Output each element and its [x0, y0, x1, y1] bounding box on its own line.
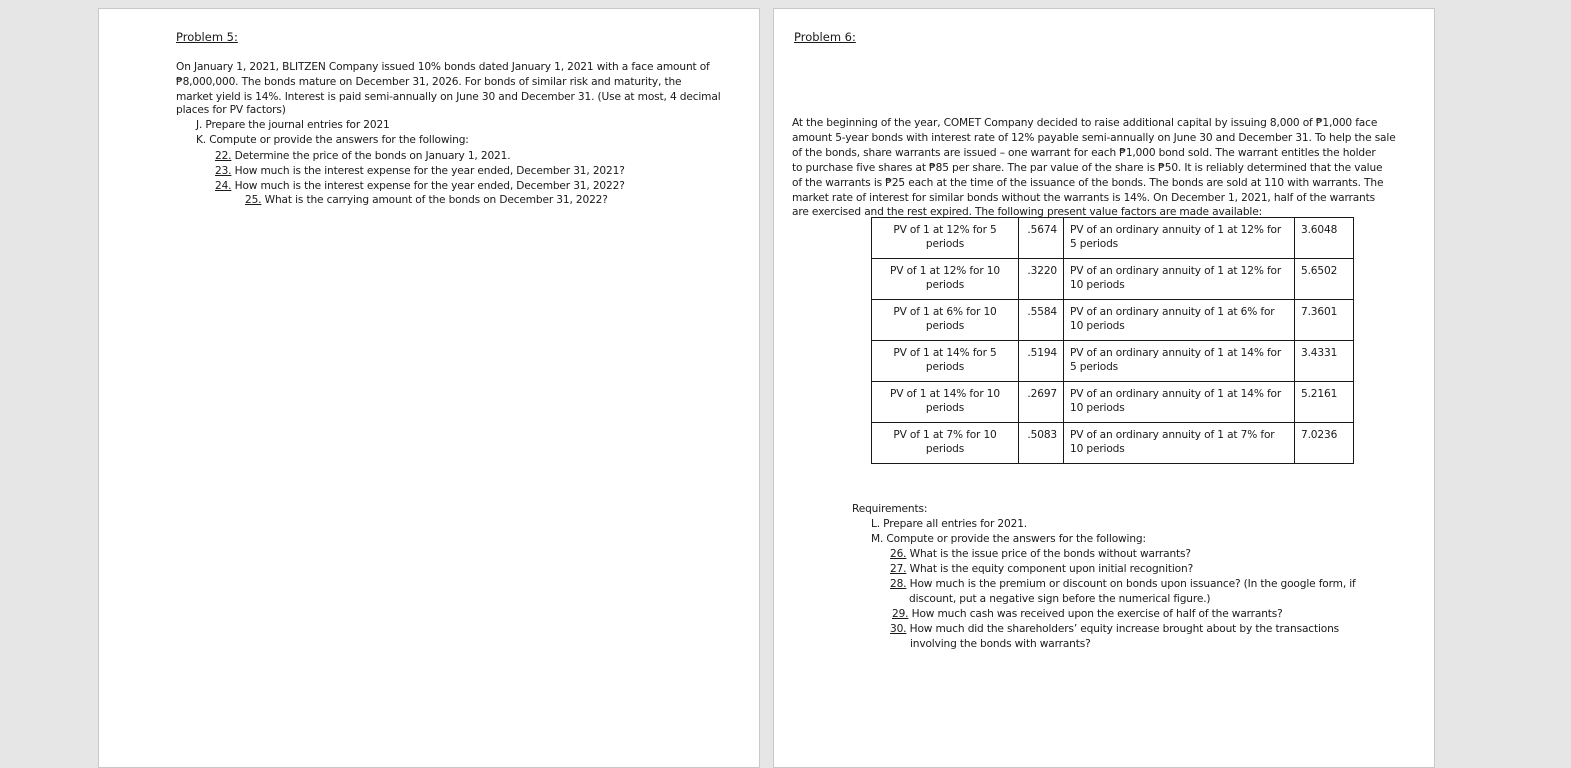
question-number: 29.	[892, 608, 909, 620]
table-cell: 7.3601	[1295, 300, 1354, 341]
table-cell: .2697	[1019, 382, 1064, 423]
problem6-question-30	[890, 622, 1339, 637]
table-cell: PV of an ordinary annuity of 1 at 7% for 10 periods	[1064, 423, 1295, 464]
question-number: 30.	[890, 623, 907, 635]
problem5-question-24	[215, 179, 625, 194]
table-cell: 7.0236	[1295, 423, 1354, 464]
problem5-requirement-j: J. Prepare the journal entries for 2021	[196, 119, 390, 131]
question-number: 25.	[245, 194, 262, 206]
problem5-heading: Problem 5:	[176, 30, 238, 44]
table-cell: 5.6502	[1295, 259, 1354, 300]
question-text: How much cash was received upon the exercise of half of the warrants?	[911, 608, 1283, 620]
table-cell: PV of 1 at 14% for 5 periods	[872, 341, 1019, 382]
table-cell: PV of an ordinary annuity of 1 at 14% for 5 periods	[1064, 341, 1295, 382]
table-cell: .5674	[1019, 218, 1064, 259]
table-cell: PV of 1 at 7% for 10 periods	[872, 423, 1019, 464]
table-row	[872, 218, 1354, 259]
question-text: How much is the interest expense for the year ended, December 31, 2021?	[234, 165, 625, 177]
table-row	[872, 423, 1354, 464]
table-cell: .5584	[1019, 300, 1064, 341]
problem6-question-27	[890, 562, 1193, 577]
problem6-question-29	[892, 607, 1283, 622]
table-row	[872, 300, 1354, 341]
table-cell: 3.4331	[1295, 341, 1354, 382]
table-row	[872, 259, 1354, 300]
table-cell: PV of an ordinary annuity of 1 at 12% for 10 periods	[1064, 259, 1295, 300]
problem6-line-2: amount 5-year bonds with interest rate of 12% payable semi-annually on June 30 and December 31. To help the sale	[792, 132, 1396, 144]
question-number: 22.	[215, 150, 232, 162]
question-number: 24.	[215, 180, 232, 192]
question-number: 26.	[890, 548, 907, 560]
question-number: 27.	[890, 563, 907, 575]
document-page-right	[773, 8, 1435, 768]
problem6-requirement-m: M. Compute or provide the answers for the following:	[871, 533, 1146, 545]
table-cell: PV of an ordinary annuity of 1 at 14% for 10 periods	[1064, 382, 1295, 423]
table-cell: PV of 1 at 12% for 5 periods	[872, 218, 1019, 259]
question-text: Determine the price of the bonds on January 1, 2021.	[234, 150, 511, 162]
problem5-line-4: places for PV factors)	[176, 104, 286, 116]
problem6-question-28	[890, 577, 1356, 592]
table-cell: .5083	[1019, 423, 1064, 464]
problem6-line-4: to purchase five shares at ₱85 per share. The par value of the share is ₱50. It is reliably determined that the value	[792, 162, 1383, 174]
problem6-line-3: of the bonds, share warrants are issued – one warrant for each ₱1,000 bond sold. The warrant entitles the holder	[792, 147, 1376, 159]
pv-factors-table	[871, 217, 1354, 464]
problem6-question-26	[890, 547, 1191, 562]
problem5-question-22	[215, 149, 510, 164]
problem5-line-3: market yield is 14%. Interest is paid semi-annually on June 30 and December 31. (Use at most, 4 decimal	[176, 91, 721, 103]
question-text: How much did the shareholders’ equity increase brought about by the transactions	[909, 623, 1340, 635]
problem6-line-5: of the warrants is ₱25 each at the time of the issuance of the bonds. The bonds are sold at 110 with warrants. The	[792, 177, 1384, 189]
problem6-line-1: At the beginning of the year, COMET Company decided to raise additional capital by issuing 8,000 of ₱1,000 face	[792, 117, 1378, 129]
table-cell: .3220	[1019, 259, 1064, 300]
table-cell: 5.2161	[1295, 382, 1354, 423]
table-row	[872, 382, 1354, 423]
question-text: How much is the interest expense for the year ended, December 31, 2022?	[234, 180, 625, 192]
problem6-line-6: market rate of interest for similar bonds without the warrants is 14%. On December 1, 2021, half of the warrants	[792, 192, 1375, 204]
question-text: What is the equity component upon initial recognition?	[909, 563, 1194, 575]
table-row	[872, 341, 1354, 382]
table-cell: .5194	[1019, 341, 1064, 382]
question-text: What is the carrying amount of the bonds on December 31, 2022?	[264, 194, 608, 206]
requirements-label: Requirements:	[852, 503, 928, 515]
problem5-line-2: ₱8,000,000. The bonds mature on December 31, 2026. For bonds of similar risk and maturity, the	[176, 76, 682, 88]
table-cell: PV of 1 at 14% for 10 periods	[872, 382, 1019, 423]
question-number: 23.	[215, 165, 232, 177]
problem6-requirement-l: L. Prepare all entries for 2021.	[871, 518, 1027, 530]
problem5-line-1: On January 1, 2021, BLITZEN Company issued 10% bonds dated January 1, 2021 with a face amount of	[176, 61, 710, 73]
question-text: What is the issue price of the bonds without warrants?	[909, 548, 1191, 560]
document-page-left	[98, 8, 760, 768]
question-number: 28.	[890, 578, 907, 590]
problem6-question-28-continued: discount, put a negative sign before the numerical figure.)	[909, 593, 1211, 605]
problem5-question-23	[215, 164, 625, 179]
table-cell: PV of 1 at 6% for 10 periods	[872, 300, 1019, 341]
table-cell: PV of an ordinary annuity of 1 at 6% for 10 periods	[1064, 300, 1295, 341]
problem6-question-30-continued: involving the bonds with warrants?	[910, 638, 1091, 650]
table-cell: 3.6048	[1295, 218, 1354, 259]
table-cell: PV of 1 at 12% for 10 periods	[872, 259, 1019, 300]
problem5-requirement-k: K. Compute or provide the answers for the following:	[196, 134, 469, 146]
problem5-question-25	[245, 193, 608, 208]
problem6-heading: Problem 6:	[794, 30, 856, 44]
problem6-line-7: are exercised and the rest expired. The following present value factors are made available:	[792, 206, 1262, 218]
table-cell: PV of an ordinary annuity of 1 at 12% for 5 periods	[1064, 218, 1295, 259]
question-text: How much is the premium or discount on bonds upon issuance? (In the google form, if	[909, 578, 1356, 590]
